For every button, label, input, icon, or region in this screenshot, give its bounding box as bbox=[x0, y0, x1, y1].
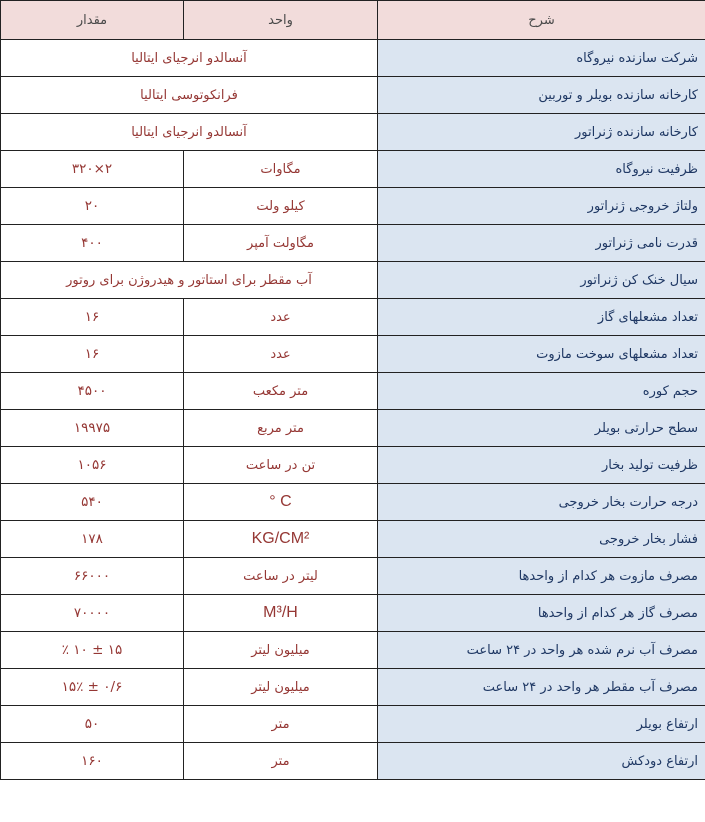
header-description: شرح bbox=[378, 1, 705, 40]
row-description: درجه حرارت بخار خروجی bbox=[378, 484, 705, 521]
row-unit: مگاوات bbox=[184, 151, 378, 188]
table-header-row bbox=[1, 1, 705, 40]
row-unit: میلیون لیتر bbox=[184, 669, 378, 706]
row-amount: ۵۰ bbox=[1, 706, 184, 743]
table-row bbox=[1, 484, 705, 521]
degree-celsius-unit: ° C bbox=[269, 493, 292, 510]
row-description: کارخانه سازنده بویلر و توربین bbox=[378, 77, 705, 114]
row-amount: ۶۶۰۰۰ bbox=[1, 558, 184, 595]
table-row bbox=[1, 225, 705, 262]
row-amount: ۱۵ ± ۱۰ ٪ bbox=[1, 632, 184, 669]
table-row bbox=[1, 151, 705, 188]
row-amount: ۷۰۰۰۰ bbox=[1, 595, 184, 632]
row-description: قدرت نامی ژنراتور bbox=[378, 225, 705, 262]
table-row bbox=[1, 521, 705, 558]
table-row bbox=[1, 595, 705, 632]
row-merged-value: فرانکوتوسی ایتالیا bbox=[1, 77, 378, 114]
row-unit: مگاولت آمپر bbox=[184, 225, 378, 262]
table-row bbox=[1, 336, 705, 373]
row-description: ظرفیت تولید بخار bbox=[378, 447, 705, 484]
flow-rate-unit: M³/H bbox=[263, 604, 298, 621]
row-description: ولتاژ خروجی ژنراتور bbox=[378, 188, 705, 225]
row-amount: ۴۰۰ bbox=[1, 225, 184, 262]
row-amount: ۴۵۰۰ bbox=[1, 373, 184, 410]
row-description: شرکت سازنده نیروگاه bbox=[378, 40, 705, 77]
table-row bbox=[1, 262, 705, 299]
table-row bbox=[1, 114, 705, 151]
row-amount: ۱۹۹۷۵ bbox=[1, 410, 184, 447]
row-unit: عدد bbox=[184, 299, 378, 336]
row-unit bbox=[184, 521, 378, 558]
table-row bbox=[1, 447, 705, 484]
row-unit: متر bbox=[184, 706, 378, 743]
row-amount: ۱۶۰ bbox=[1, 743, 184, 780]
table-row bbox=[1, 558, 705, 595]
row-merged-value: آنسالدو انرجیای ایتالیا bbox=[1, 40, 378, 77]
row-amount: ۱۰۵۶ bbox=[1, 447, 184, 484]
table-row bbox=[1, 40, 705, 77]
row-description: تعداد مشعلهای گاز bbox=[378, 299, 705, 336]
table-row bbox=[1, 77, 705, 114]
row-description: مصرف آب نرم شده هر واحد در ۲۴ ساعت bbox=[378, 632, 705, 669]
row-description: مصرف آب مقطر هر واحد در ۲۴ ساعت bbox=[378, 669, 705, 706]
row-unit: لیتر در ساعت bbox=[184, 558, 378, 595]
row-description: ارتفاع بویلر bbox=[378, 706, 705, 743]
row-amount: ۰/۶ ± ۱۵٪ bbox=[1, 669, 184, 706]
row-unit: متر مربع bbox=[184, 410, 378, 447]
row-description: ظرفیت نیروگاه bbox=[378, 151, 705, 188]
row-unit: عدد bbox=[184, 336, 378, 373]
row-description: سطح حرارتی بویلر bbox=[378, 410, 705, 447]
row-description: سیال خنک کن ژنراتور bbox=[378, 262, 705, 299]
row-unit: تن در ساعت bbox=[184, 447, 378, 484]
row-unit bbox=[184, 484, 378, 521]
row-amount: ۱۶ bbox=[1, 336, 184, 373]
row-description: فشار بخار خروجی bbox=[378, 521, 705, 558]
row-description: کارخانه سازنده ژنراتور bbox=[378, 114, 705, 151]
row-description: مصرف گاز هر کدام از واحدها bbox=[378, 595, 705, 632]
table-row bbox=[1, 188, 705, 225]
table-row bbox=[1, 743, 705, 780]
row-amount: ۲۰ bbox=[1, 188, 184, 225]
row-description: مصرف مازوت هر کدام از واحدها bbox=[378, 558, 705, 595]
table-row bbox=[1, 669, 705, 706]
row-amount: ۱۶ bbox=[1, 299, 184, 336]
row-unit: متر bbox=[184, 743, 378, 780]
row-amount: ۲×۳۲۰ bbox=[1, 151, 184, 188]
row-description: ارتفاع دودکش bbox=[378, 743, 705, 780]
row-merged-value: آب مقطر برای استاتور و هیدروژن برای روتور bbox=[1, 262, 378, 299]
row-description: حجم کوره bbox=[378, 373, 705, 410]
row-amount: ۵۴۰ bbox=[1, 484, 184, 521]
row-amount: ۱۷۸ bbox=[1, 521, 184, 558]
table-row bbox=[1, 299, 705, 336]
table-row bbox=[1, 373, 705, 410]
table-row bbox=[1, 410, 705, 447]
table-row bbox=[1, 632, 705, 669]
row-unit: متر مکعب bbox=[184, 373, 378, 410]
header-unit: واحد bbox=[184, 1, 378, 40]
table-row bbox=[1, 706, 705, 743]
header-amount: مقدار bbox=[1, 1, 184, 40]
row-merged-value: آنسالدو انرجیای ایتالیا bbox=[1, 114, 378, 151]
row-unit: کیلو ولت bbox=[184, 188, 378, 225]
row-description: تعداد مشعلهای سوخت مازوت bbox=[378, 336, 705, 373]
pressure-unit: KG/CM² bbox=[251, 530, 310, 547]
row-unit: میلیون لیتر bbox=[184, 632, 378, 669]
row-unit bbox=[184, 595, 378, 632]
